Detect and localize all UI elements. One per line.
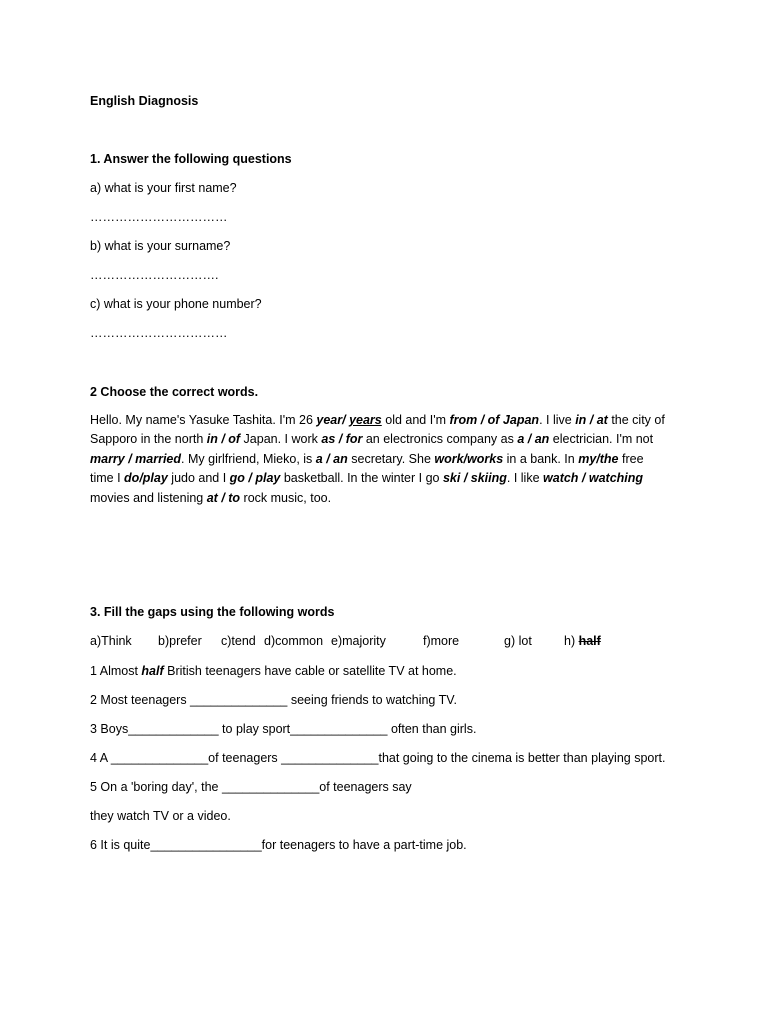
text-segment: . I live bbox=[539, 413, 576, 427]
option-d: d)common bbox=[264, 634, 324, 648]
choice-at-to: at / to bbox=[206, 490, 241, 505]
sentence-4: 4 A ______________of teenagers ______________that going to the cinema is better than playing sport. bbox=[90, 751, 666, 765]
sentence-3: 3 Boys_____________ to play sport______________ often than girls. bbox=[90, 722, 477, 736]
choice-as-for: as / for bbox=[321, 432, 363, 447]
text-segment: free bbox=[618, 451, 644, 466]
choice-year: year/ bbox=[316, 413, 350, 427]
text-segment: secretary. She bbox=[347, 451, 435, 466]
choice-ski-skiing: ski / skiing bbox=[442, 471, 507, 486]
choice-work-works: work/works bbox=[434, 451, 504, 466]
text-segment: rock music, too. bbox=[240, 490, 332, 505]
choice-a-an-1: a / an bbox=[517, 432, 550, 447]
text-segment: judo and I bbox=[167, 471, 230, 486]
text-segment: time I bbox=[90, 471, 125, 486]
text-segment: an electronics company as bbox=[362, 432, 518, 447]
document-title: English Diagnosis bbox=[90, 94, 199, 108]
choice-in-of: in / of bbox=[206, 432, 241, 447]
question-c: c) what is your phone number? bbox=[90, 297, 262, 311]
option-g: g) lot bbox=[504, 634, 532, 648]
paragraph-line-1 bbox=[90, 411, 690, 430]
question-b: b) what is your surname? bbox=[90, 239, 231, 253]
text-segment: . I like bbox=[506, 471, 544, 486]
choice-go-play: go / play bbox=[229, 471, 281, 486]
option-a: a)Think bbox=[90, 634, 132, 648]
sentence-1 bbox=[90, 662, 457, 682]
text-segment: old and I'm bbox=[381, 413, 450, 427]
choice-watch-watching: watch / watching bbox=[543, 471, 644, 486]
choice-from-of: from / of Japan bbox=[449, 413, 540, 427]
text-segment: . My girlfriend, Mieko, is bbox=[181, 451, 316, 466]
choice-in-at: in / at bbox=[575, 413, 608, 427]
choice-a-an-2: a / an bbox=[315, 451, 348, 466]
choice-do-play: do/play bbox=[124, 471, 168, 486]
text-segment: 1 Almost bbox=[90, 664, 142, 678]
choice-my-the: my/the bbox=[578, 451, 619, 466]
paragraph-line-5 bbox=[90, 489, 690, 508]
option-b: b)prefer bbox=[158, 634, 202, 648]
word-options-row bbox=[90, 632, 690, 652]
text-segment: Sapporo in the north bbox=[90, 432, 207, 447]
sentence-6: 6 It is quite________________for teenagers to have a part-time job. bbox=[90, 838, 467, 852]
text-segment: the city of bbox=[607, 413, 665, 427]
text-segment: in a bank. In bbox=[503, 451, 579, 466]
text-segment: Hello. My name's Yasuke Tashita. I'm 26 bbox=[90, 413, 317, 427]
paragraph-line-4 bbox=[90, 469, 690, 488]
sentence-2: 2 Most teenagers ______________ seeing friends to watching TV. bbox=[90, 693, 457, 707]
filled-word-half: half bbox=[141, 664, 164, 678]
option-h-prefix: h) bbox=[564, 634, 579, 648]
choice-years-underlined: years bbox=[349, 413, 382, 427]
section-1-heading: 1. Answer the following questions bbox=[90, 152, 292, 166]
answer-blank-b: …………………………. bbox=[90, 268, 219, 282]
text-segment: electrician. I'm not bbox=[549, 432, 654, 447]
text-segment: basketball. In the winter I go bbox=[280, 471, 443, 486]
option-c: c)tend bbox=[221, 634, 256, 648]
option-e: e)majority bbox=[331, 634, 386, 648]
choice-marry-married: marry / married bbox=[90, 451, 182, 466]
section-3-heading: 3. Fill the gaps using the following words bbox=[90, 605, 335, 619]
question-a: a) what is your first name? bbox=[90, 181, 237, 195]
option-f: f)more bbox=[423, 634, 460, 648]
text-segment: British teenagers have cable or satellite TV at home. bbox=[163, 664, 457, 678]
sentence-5-continued: they watch TV or a video. bbox=[90, 809, 231, 823]
text-segment: movies and listening bbox=[90, 490, 207, 505]
answer-blank-c: …………………………… bbox=[90, 326, 228, 340]
paragraph-line-2 bbox=[90, 430, 690, 449]
choose-words-paragraph bbox=[90, 411, 690, 508]
answer-blank-a: …………………………… bbox=[90, 210, 228, 224]
text-segment: Japan. I work bbox=[240, 432, 322, 447]
option-h bbox=[564, 632, 601, 652]
sentence-5: 5 On a 'boring day', the ______________of teenagers say bbox=[90, 780, 412, 794]
paragraph-line-3 bbox=[90, 450, 690, 469]
option-h-struck-word: half bbox=[578, 634, 601, 648]
section-2-heading: 2 Choose the correct words. bbox=[90, 385, 259, 399]
